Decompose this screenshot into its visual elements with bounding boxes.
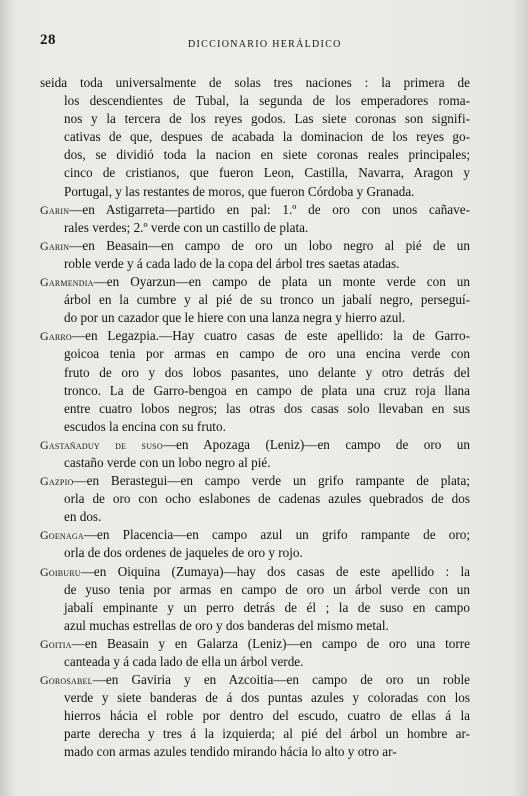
line-text: jabalí empinante y un perro detrás de él ; la de suso en campo	[64, 599, 470, 615]
line-text: dos, se dividió toda la nacion en siete coronas reales principales;	[64, 147, 470, 163]
text-line	[40, 508, 470, 526]
text-line	[40, 617, 470, 635]
line-text: los descendientes de Tubal, la segunda de los emperadores roma-	[64, 93, 470, 109]
text-line	[40, 563, 470, 581]
text-line	[40, 490, 470, 508]
dictionary-entry-garro	[40, 327, 470, 436]
line-text: tronco. La de Garro-bengoa en campo de plata una cruz roja llana	[64, 382, 470, 398]
line-text: nos y la tercera de los reyes godos. Las siete coronas son signifi-	[64, 111, 470, 127]
dictionary-text	[40, 74, 470, 762]
text-line	[40, 255, 470, 273]
text-line	[40, 164, 470, 182]
line-text: Portugal, y las restantes de moros, que fueron Córdoba y Granada.	[64, 183, 415, 199]
text-line	[40, 653, 470, 671]
text-line	[40, 707, 470, 725]
line-text: cativas de que, despues de acabada la dominacion de los reyes go-	[64, 129, 470, 145]
dictionary-entry-garin-beasain	[40, 237, 470, 273]
line-text: fruto de oro y dos lobos pasantes, uno delante y otro detrás del	[64, 364, 470, 380]
dictionary-entry-goiburu	[40, 563, 470, 635]
text-line	[40, 74, 470, 92]
line-text: —en Oyarzun—en campo de plata un monte verde con un	[93, 274, 470, 290]
text-line	[40, 671, 470, 689]
line-text: hierros hácia el roble por dentro del escudo, cuatro de ellas á la	[64, 708, 470, 724]
entry-headword: Goiburu	[40, 564, 81, 579]
text-line	[40, 635, 470, 653]
dictionary-entry-intro	[40, 74, 470, 201]
text-line	[40, 599, 470, 617]
line-text: rales verdes; 2.º verde con un castillo de plata.	[64, 219, 309, 235]
line-text: —en Apozaga (Leniz)—en campo de oro un	[162, 436, 470, 452]
entry-headword: Goenaga	[40, 528, 84, 543]
entry-headword: Gorosabel	[40, 673, 93, 688]
line-text: escudos la encina con su fruto.	[64, 418, 226, 434]
dictionary-entry-gastanaduy	[40, 436, 470, 472]
text-line	[40, 183, 470, 201]
running-title: DICCIONARIO HERÁLDICO	[188, 39, 342, 50]
line-text: do por un cazador que le hiere con una lanza negra y hierro azul.	[64, 310, 406, 326]
line-text: cinco de cristianos, que fueron Leon, Castilla, Navarra, Aragon y	[64, 165, 470, 181]
text-line	[40, 327, 470, 345]
text-line	[40, 725, 470, 743]
line-text: árbol en la cumbre y al pié de su tronco un jabalí negro, perseguí-	[64, 292, 470, 308]
text-line	[40, 436, 470, 454]
line-text: orla de oro con ocho eslabones de cadenas azules quebrados de dos	[64, 491, 470, 507]
text-line	[40, 291, 470, 309]
line-text: —en Beasain y en Galarza (Leniz)—en campo de oro una torre	[71, 635, 470, 651]
line-text: entre cuatro lobos negros; las otras dos casas solo llevaban en sus	[64, 400, 470, 416]
line-text: —en Berastegui—en campo verde un grifo rampante de plata;	[73, 473, 470, 489]
text-line	[40, 146, 470, 164]
page-header	[0, 30, 528, 54]
line-text: —en Astigarreta—partido en pal: 1.º de oro con unos cañave-	[69, 201, 470, 217]
page-number: 28	[40, 32, 56, 48]
entry-headword: Gastañaduy de suso	[40, 437, 163, 452]
line-text: de yuso tenia por armas en campo de oro un árbol verde con un	[64, 581, 470, 597]
text-line	[40, 364, 470, 382]
line-text: parte derecha y tres á la izquierda; al pié del árbol un hombre ar-	[64, 726, 470, 742]
line-text: verde y siete banderas de á dos puntas azules y coloradas con los	[64, 690, 470, 706]
text-line	[40, 92, 470, 110]
line-text: —en Gaviria y en Azcoitia—en campo de oro un roble	[92, 672, 470, 688]
line-text: roble verde y á cada lado de la copa del árbol tres saetas atadas.	[64, 255, 400, 271]
dictionary-entry-goenaga	[40, 526, 470, 562]
entry-headword: Garin	[40, 202, 70, 217]
dictionary-entry-goitia	[40, 635, 470, 671]
text-line	[40, 689, 470, 707]
text-line	[40, 400, 470, 418]
line-text: azul muchas estrellas de oro y dos banderas del mismo metal.	[64, 617, 389, 633]
entry-headword: Goitia	[40, 636, 72, 651]
entry-headword: Gazpio	[40, 474, 74, 489]
text-line	[40, 454, 470, 472]
entry-headword: Garro	[40, 329, 72, 344]
text-line	[40, 743, 470, 761]
text-line	[40, 345, 470, 363]
line-text: —en Oiquina (Zumaya)—hay dos casas de este apellido : la	[80, 563, 470, 579]
text-line	[40, 110, 470, 128]
text-line	[40, 382, 470, 400]
dictionary-entry-gazpio	[40, 472, 470, 526]
text-line	[40, 201, 470, 219]
line-text: en dos.	[64, 509, 102, 525]
line-text: goicoa tenia por armas en campo de oro una encina verde con	[64, 346, 470, 362]
entry-headword: Garmendia	[40, 275, 94, 290]
dictionary-entry-gorosabel	[40, 671, 470, 761]
text-line	[40, 273, 470, 291]
text-line	[40, 544, 470, 562]
entry-headword: Garin	[40, 238, 70, 253]
line-text: seida toda universalmente de solas tres naciones : la primera de	[40, 75, 470, 90]
line-text: —en Beasain—en campo de oro un lobo negro al pié de un	[69, 237, 470, 253]
text-line	[40, 219, 470, 237]
dictionary-entry-garmendia	[40, 273, 470, 327]
line-text: mado con armas azules tendido mirando hácia lo alto y otro ar-	[64, 744, 397, 760]
dictionary-entry-garin-astigarreta	[40, 201, 470, 237]
line-text: castaño verde con un lobo negro al pié.	[64, 454, 271, 470]
text-line	[40, 128, 470, 146]
line-text: —en Placencia—en campo azul un grifo rampante de oro;	[83, 527, 470, 543]
text-line	[40, 526, 470, 544]
line-text: orla de dos ordenes de jaqueles de oro y rojo.	[64, 545, 303, 561]
text-line	[40, 418, 470, 436]
text-line	[40, 472, 470, 490]
text-line	[40, 309, 470, 327]
text-line	[40, 581, 470, 599]
text-line	[40, 237, 470, 255]
line-text: canteada y á cada lado de ella un árbol verde.	[64, 654, 304, 669]
line-text: —en Legazpia.—Hay cuatro casas de este apellido: la de Garro-	[71, 328, 470, 344]
